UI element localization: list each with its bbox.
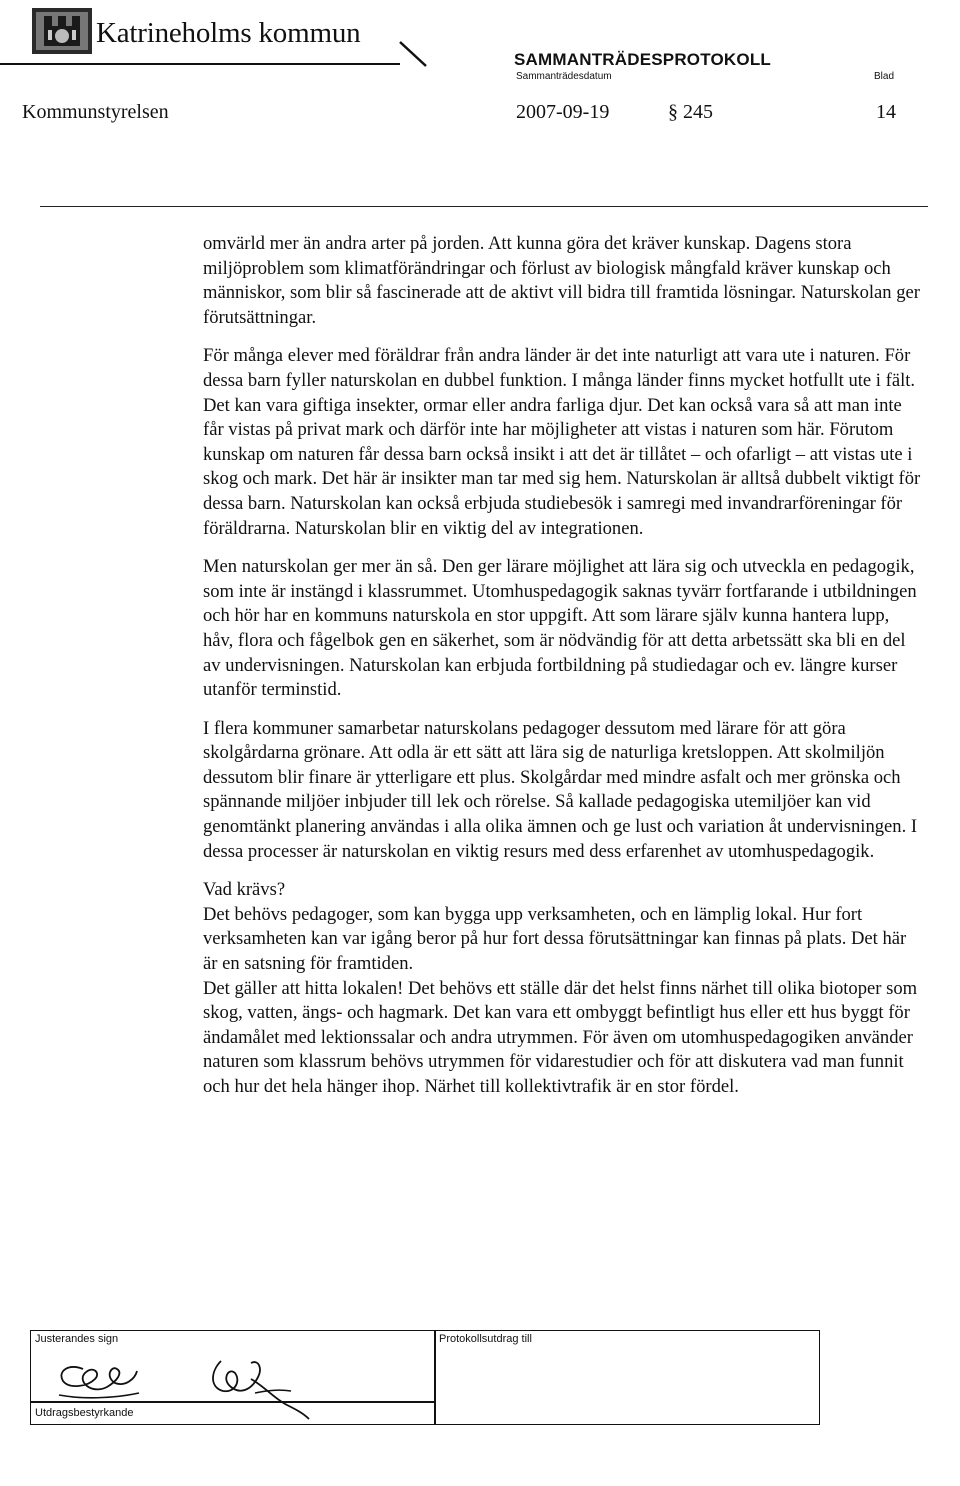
needs-paragraph-1: Det behövs pedagoger, som kan bygga upp verksamheten, och en lämplig lokal. Hur fort verksamheten kan var igång beror på hur fort dessa förutsättningar kan finnas på plats. Det här är en satsning för framtiden. <box>203 903 907 975</box>
page-number: 14 <box>876 101 896 123</box>
protocol-body <box>203 232 921 1100</box>
meeting-date: 2007-09-19 <box>516 101 610 123</box>
paragraph-2: För många elever med föräldrar från andra länder är det inte naturligt att vara ute i naturen. För dessa barn fyller naturskolan en dubbel funktion. I många länder finns mycket hotfullt ute i fält. Det kan vara giftiga insekter, ormar eller andra farliga djur. Det kan också vara så att man inte får vistas på privat mark och därför inte har möjligheter att vistas i naturen som här. Förutom kunskap om naturen får dessa barn också insikt i att det är tillåtet – och ofarligt – att vistas ute i skog och mark. Det här är insikter man tar med sig hem. Naturskolan är alltså dubbelt viktigt för dessa barn. Naturskolan kan också erbjuda studiebesök i samregi med invandrarföreningar för föräldrarna. Naturskolan blir en viktig del av integrationen. <box>203 345 921 539</box>
page-label: Blad <box>874 71 895 82</box>
paragraph-4: I flera kommuner samarbetar naturskolans pedagoger dessutom med lärare för att göra skolgårdarna grönare. Att odla är ett sätt att lära sig de naturliga kretsloppen. Att skolmiljön dessutom blir finare är ytterligare ett plus. Skolgårdar med mindre asfalt och mer grönska och spännande miljöer inbjuder till lek och rörelse. Så kallade pedagogiska utemiljöer kan vid genomtänkt planering användas i alla olika ämnen och ge lust och variation åt undervisningen. I dessa processer är naturskolan en viktig resurs med dess erfarenhet av utomhuspedagogik. <box>203 717 918 862</box>
section-question: Vad krävs? <box>203 879 286 901</box>
municipality-name: Katrineholms kommun <box>96 17 361 49</box>
header-slash-mark <box>398 40 428 68</box>
paragraph-1: omvärld mer än andra arter på jorden. Att kunna göra det kräver kunskap. Dagens stora miljöproblem som klimatförändringar och förlust av biologisk mångfald kräver kunskap och människor, som blir så fascinerade att de aktivt vill bidra till framtida lösningar. Naturskolan ger förutsättningar. <box>203 233 920 328</box>
municipal-crest-logo <box>30 6 94 56</box>
committee-name: Kommunstyrelsen <box>22 101 169 123</box>
header-underline <box>0 63 400 65</box>
signature-table-divider <box>434 1331 436 1424</box>
document-type: SAMMANTRÄDESPROTOKOLL <box>514 50 771 69</box>
extract-label: Protokollsutdrag till <box>439 1333 532 1345</box>
signatures-label: Justerandes sign <box>35 1333 119 1345</box>
handwritten-signatures <box>51 1343 431 1433</box>
paragraph-number: § 245 <box>668 101 713 123</box>
signature-table <box>30 1330 820 1425</box>
meeting-date-label: Sammanträdesdatum <box>516 71 612 82</box>
certified-label: Utdragsbestyrkande <box>35 1407 134 1419</box>
needs-paragraph-2: Det gäller att hitta lokalen! Det behövs ett ställe där det helst finns närhet till olika biotoper som skog, vatten, ängs- och hagmark. Det kan vara ett ombyggt befintligt hus eller ett hus byggt för ändamålet med lektionssalar och andra utrymmen. För även om utomhuspedagogiken använder naturen som klassrum behövs utrymmen för vidarestudier och för att diskutera vad man funnit och hur det hela hänger ihop. Närhet till kollektivtrafik är en stor fördel. <box>203 977 918 1097</box>
paragraph-3: Men naturskolan ger mer än så. Den ger lärare möjlighet att lära sig och utveckla en pedagogik, som inte är instängd i klassrummet. Utomhuspedagogik saknas tyvärr fortfarande i utbildningen och hör har en kommuns naturskola en stor uppgift. Att som lärare själv kunna hantera lupp, håv, flora och fågelbok gen en säkerhet, som är nödvändig för att detta arbetssätt ska bli en del av undervisningen. Naturskolan kan erbjuda fortbildning på studiedagar och ev. längre kurser utanför terminstid. <box>203 556 917 701</box>
header-rule <box>40 206 928 207</box>
